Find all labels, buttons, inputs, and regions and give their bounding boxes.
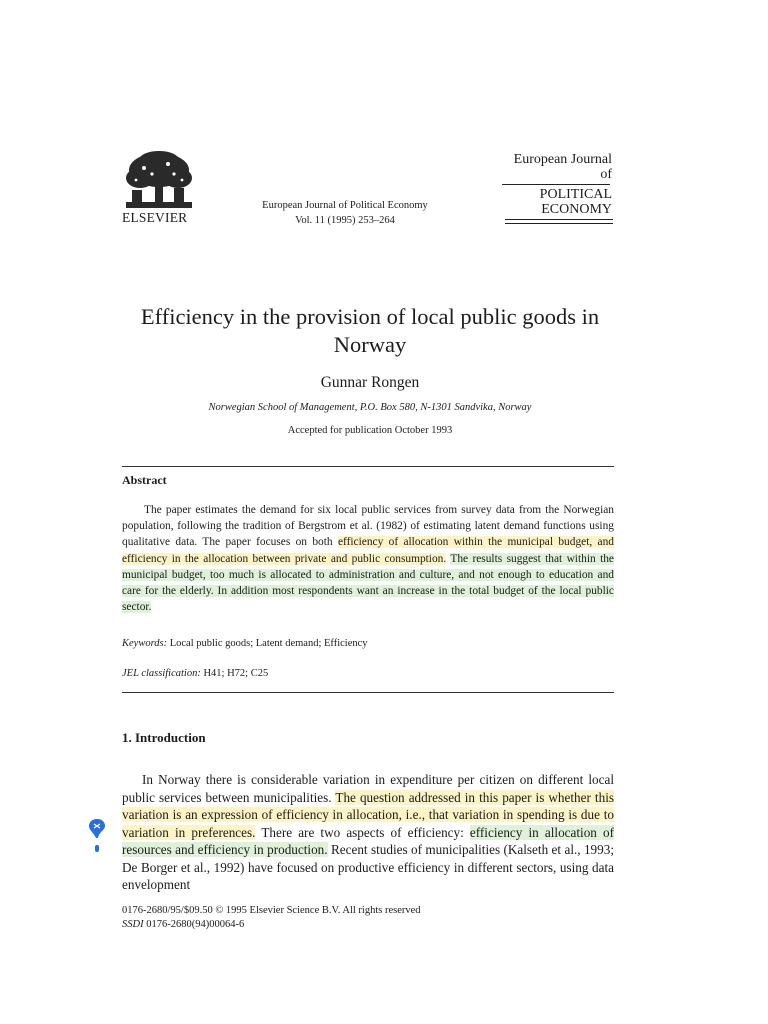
ssdi-value: 0176-2680(94)00064-6 bbox=[143, 919, 245, 930]
journal-citation bbox=[240, 198, 450, 228]
intro-text-plain-2: There are two aspects of efficiency: bbox=[255, 824, 470, 840]
keywords-label: Keywords: bbox=[122, 638, 168, 649]
copyright-footer bbox=[122, 904, 421, 932]
annotation-pin-icon[interactable] bbox=[88, 818, 106, 854]
abstract-top-rule bbox=[122, 466, 614, 467]
abstract-heading: Abstract bbox=[122, 473, 167, 487]
journal-logo-text bbox=[502, 152, 612, 217]
intro-highlight-1[interactable]: The question addressed in this paper is whether this variation is an expression of efficiency in allocation, i.e., that variation in spending is due to variation in preferences. bbox=[122, 789, 614, 840]
keywords-value: Local public goods; Latent demand; Efficiency bbox=[167, 638, 368, 649]
accepted-date: Accepted for publication October 1993 bbox=[287, 425, 453, 436]
introduction-text bbox=[122, 771, 614, 894]
journal-title-line: European Journal of Political Economy bbox=[262, 200, 428, 211]
ssdi-line bbox=[122, 918, 421, 932]
abstract-highlight-green[interactable]: The results suggest that within the municipal budget, too much is allocated to administration and culture, and not enough to education and care for the elderly. In addition most respondents want an increase in the total budget of the local public sector. bbox=[122, 552, 614, 614]
abstract-highlight-yellow[interactable]: efficiency of allocation within the municipal budget, and efficiency in the allocation between private and public consumption. bbox=[122, 536, 614, 565]
publisher-name: ELSEVIER bbox=[122, 210, 188, 225]
abstract-text bbox=[122, 502, 614, 615]
jel-line bbox=[122, 668, 268, 679]
jel-value: H41; H72; C25 bbox=[200, 668, 269, 679]
ssdi-label: SSDI bbox=[122, 919, 144, 930]
copyright-line: 0176-2680/95/$09.50 © 1995 Elsevier Science B.V. All rights reserved bbox=[122, 905, 421, 916]
journal-logo-rule-2 bbox=[505, 223, 613, 224]
intro-highlight-2[interactable]: efficiency in allocation of resources and efficiency in production. bbox=[122, 824, 614, 857]
abstract-text-plain: The paper estimates the demand for six local public services from survey data from the Norwegian population, following the tradition of Bergstrom et al. (1982) of estimating latent demand functions using qualitative data. The paper focuses on both bbox=[122, 504, 614, 549]
keywords-line bbox=[122, 638, 368, 649]
intro-text-plain-1: In Norway there is considerable variation in expenditure per citizen on different local public services between municipalities. bbox=[122, 772, 614, 805]
abstract-bottom-rule bbox=[122, 692, 614, 693]
journal-logo-line1: European Journal of bbox=[513, 152, 612, 182]
intro-text-plain-3: Recent studies of municipalities (Kalseth et al., 1993; De Borger et al., 1992) have focused on productive efficiency in different sectors, using data envelopment bbox=[122, 842, 615, 892]
section-heading-introduction: 1. Introduction bbox=[122, 730, 206, 745]
author-affiliation: Norwegian School of Management, P.O. Box 580, N-1301 Sandvika, Norway bbox=[208, 402, 532, 413]
journal-logo-divider bbox=[502, 184, 610, 185]
journal-logo-rule-1 bbox=[505, 219, 613, 220]
volume-line: Vol. 11 (1995) 253–264 bbox=[295, 215, 395, 226]
article-title: Efficiency in the provision of local public goods in Norway bbox=[140, 304, 600, 357]
journal-logo-line2: POLITICAL bbox=[539, 187, 612, 202]
journal-logo-line3: ECONOMY bbox=[541, 202, 612, 217]
article-author: Gunnar Rongen bbox=[320, 374, 420, 391]
jel-label: JEL classification: bbox=[122, 668, 201, 679]
